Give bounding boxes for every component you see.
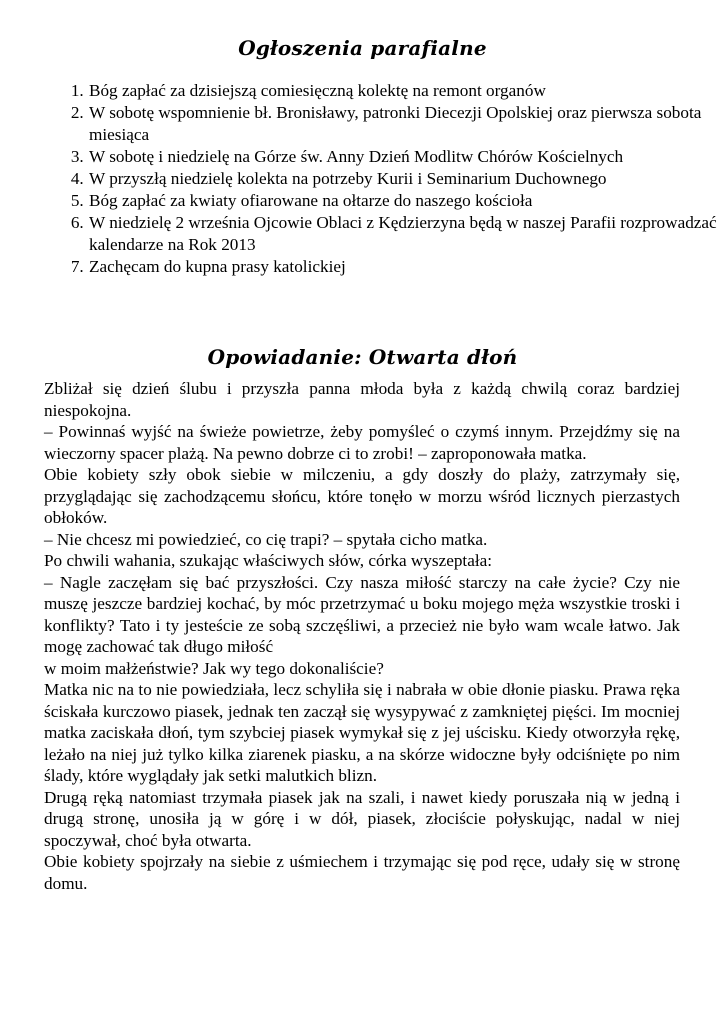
story-paragraph: Po chwili wahania, szukając właściwych słów, córka wyszeptała: [44,551,492,570]
announcements-title: Ogłoszenia parafialne [238,36,487,60]
story-paragraph: – Nie chcesz mi powiedzieć, co cię trapi? – spytała cicho matka. [44,529,488,549]
story-paragraph: Drugą ręką natomiast trzymała piasek jak na szali, i nawet kiedy poruszała nią w jedną i drugą stronę, unosiła ją w górę i w dół, piasek, złociście połyskując, nadal w niej spoczywał, choć była otwarta. [44,787,680,850]
list-item: 5. Bóg zapłać za kwiaty ofiarowane na ołtarze do naszego kościoła [88,190,725,212]
story-paragraph: – Nagle zaczęłam się bać przyszłości. Czy nasza miłość starczy na całe życie? Czy nie muszę jeszcze bardziej kochać, by móc przetrzymać u boku mojego męża wszystkie troski i konflikty? Tato i ty jesteście ze sobą szczęśliwi, a przecież nie było wam wcale łatwo. Jak mogę zachować tak długo miłość [44,572,680,656]
story-paragraph: Obie kobiety szły obok siebie w milczeniu, a gdy doszły do plaży, zatrzymały się, przyglądając się zachodzącemu słońcu, które tonęło w morzu wśród licznych pierzastych obłoków. [44,465,680,527]
story-paragraph: – Powinnaś wyjść na świeże powietrze, żeby pomyśleć o czymś innym. Przejdźmy się na wieczorny spacer plażą. Na pewno dobrze ci to zrobi! – zaproponowała matka. [44,422,680,463]
list-item: 2. W sobotę wspomnienie bł. Bronisławy, patronki Diecezji Opolskiej oraz pierwsza sobota miesiąca [88,102,725,146]
list-item: 6. W niedzielę 2 września Ojcowie Oblaci z Kędzierzyna będą w naszej Parafii rozprowadzać kalendarze na Rok 2013 [88,212,725,256]
story-paragraph: Obie kobiety spojrzały na siebie z uśmiechem i trzymając się pod ręce, udały się w stronę domu. [44,852,680,893]
story-body [44,378,680,894]
story-paragraph: Zbliżał się dzień ślubu i przyszła panna młoda była z każdą chwilą coraz bardziej niespokojna. [44,379,680,420]
list-item: 4. W przyszłą niedzielę kolekta na potrzeby Kurii i Seminarium Duchownego [88,168,725,190]
list-item: 7. Zachęcam do kupna prasy katolickiej [88,256,725,278]
story-paragraph: Matka nic na to nie powiedziała, lecz schyliła się i nabrała w obie dłonie piasku. Prawa ręka ściskała kurczowo piasek, jednak ten zaczął się wysypywać z zamkniętej pięści. Im mocniej matka zaciskała dłoń, tym szybciej piasek wymykał się z jej uścisku. Kiedy otworzyła rękę, leżało na niej już tylko kilka ziarenek piasku, a na skórze widoczne były odciśnięte po nim ślady, które wyglądały jak setki malutkich blizn. [44,680,680,785]
story-title: Opowiadanie: Otwarta dłoń [207,345,518,369]
announcements-list [44,80,725,278]
story-paragraph: w moim małżeństwie? Jak wy tego dokonaliście? [44,658,384,678]
list-item: 3. W sobotę i niedzielę na Górze św. Anny Dzień Modlitw Chórów Kościelnych [88,146,725,168]
list-item: 1. Bóg zapłać za dzisiejszą comiesięczną kolektę na remont organów [88,80,725,102]
